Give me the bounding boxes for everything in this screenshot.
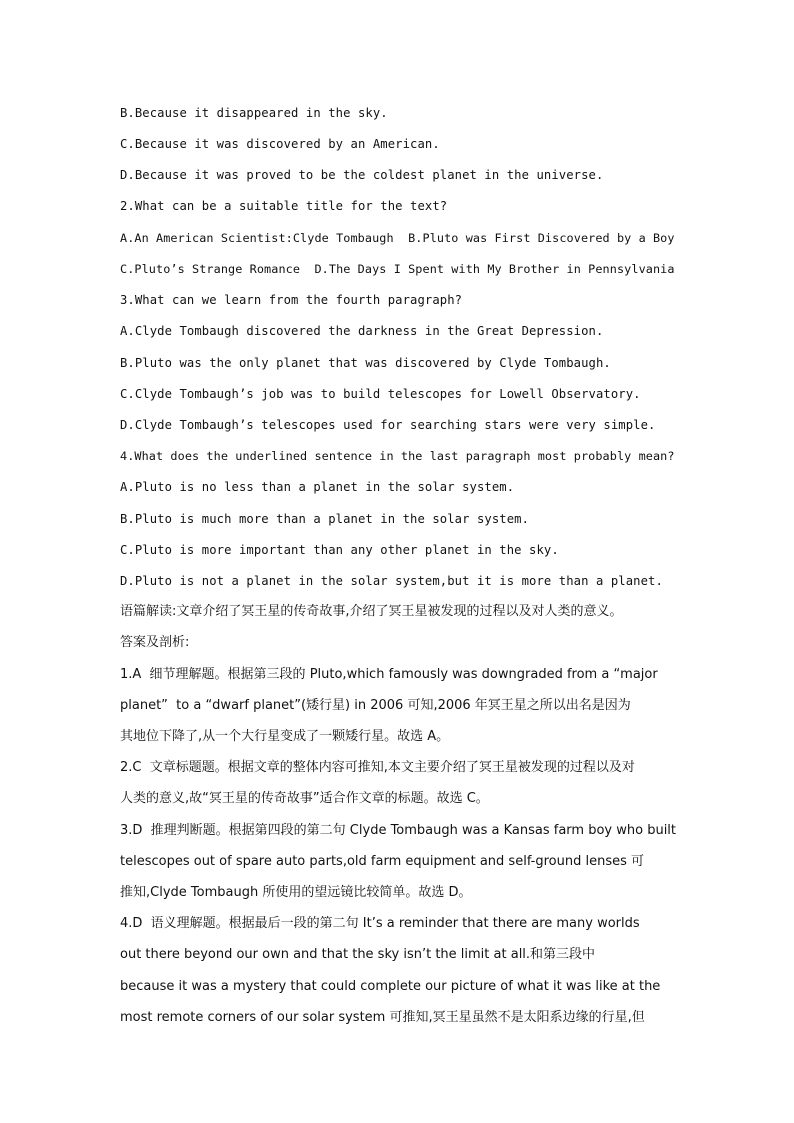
q4-option-a: A.Pluto is no less than a planet in the solar system. <box>120 480 515 494</box>
q1-option-b: B.Because it disappeared in the sky. <box>120 106 388 120</box>
q4-stem: 4.What does the underlined sentence in the last paragraph most probably mean? <box>120 449 675 463</box>
analysis-line: out there beyond our own and that the sky isn’t the limit at all.和第三段中 <box>120 947 596 962</box>
analysis-line: 2.C 文章标题题。根据文章的整体内容可推知,本文主要介绍了冥王星被发现的过程以及对 <box>120 760 635 775</box>
analysis-line: 人类的意义,故“冥王星的传奇故事”适合作文章的标题。故选 C。 <box>120 791 489 806</box>
q3-option-b: B.Pluto was the only planet that was discovered by Clyde Tombaugh. <box>120 356 611 370</box>
analysis-line: telescopes out of spare auto parts,old farm equipment and self-ground lenses 可 <box>120 854 645 869</box>
q3-stem: 3.What can we learn from the fourth paragraph? <box>120 293 463 307</box>
analysis-line: 其地位下降了,从一个大行星变成了一颗矮行星。故选 A。 <box>120 729 450 744</box>
analysis-line: 推知,Clyde Tombaugh 所使用的望远镜比较简单。故选 D。 <box>120 885 472 900</box>
q4-option-c: C.Pluto is more important than any other planet in the sky. <box>120 543 559 557</box>
analysis-line: most remote corners of our solar system 可推知,冥王星虽然不是太阳系边缘的行星,但 <box>120 1010 645 1025</box>
q3-option-a: A.Clyde Tombaugh discovered the darkness in the Great Depression. <box>120 324 604 338</box>
q2-options-line1: A.An American Scientist:Clyde Tombaugh B.Pluto was First Discovered by a Boy <box>120 231 675 245</box>
analysis-line: 4.D 语义理解题。根据最后一段的第二句 It’s a reminder that there are many worlds <box>120 916 640 931</box>
q3-option-c: C.Clyde Tombaugh’s job was to build telescopes for Lowell Observatory. <box>120 387 641 401</box>
q4-option-d: D.Pluto is not a planet in the solar system,but it is more than a planet. <box>120 574 663 588</box>
analysis-line: because it was a mystery that could complete our picture of what it was like at the <box>120 979 661 994</box>
analysis-line: 1.A 细节理解题。根据第三段的 Pluto,which famously was downgraded from a “major <box>120 667 658 682</box>
q1-option-d: D.Because it was proved to be the coldest planet in the universe. <box>120 168 604 182</box>
analysis-line: planet” to a “dwarf planet”(矮行星) in 2006 可知,2006 年冥王星之所以出名是因为 <box>120 698 631 713</box>
analysis-line: 3.D 推理判断题。根据第四段的第二句 Clyde Tombaugh was a Kansas farm boy who built <box>120 823 677 838</box>
passage-summary: 语篇解读:文章介绍了冥王星的传奇故事,介绍了冥王星被发现的过程以及对人类的意义。 <box>120 604 623 619</box>
answers-heading: 答案及剖析: <box>120 635 190 650</box>
q4-option-b: B.Pluto is much more than a planet in the solar system. <box>120 512 530 526</box>
q3-option-d: D.Clyde Tombaugh’s telescopes used for searching stars were very simple. <box>120 418 656 432</box>
q2-stem: 2.What can be a suitable title for the text? <box>120 199 448 213</box>
q2-options-line2: C.Pluto’s Strange Romance D.The Days I Spent with My Brother in Pennsylvania <box>120 262 675 276</box>
q1-option-c: C.Because it was discovered by an American. <box>120 137 440 151</box>
